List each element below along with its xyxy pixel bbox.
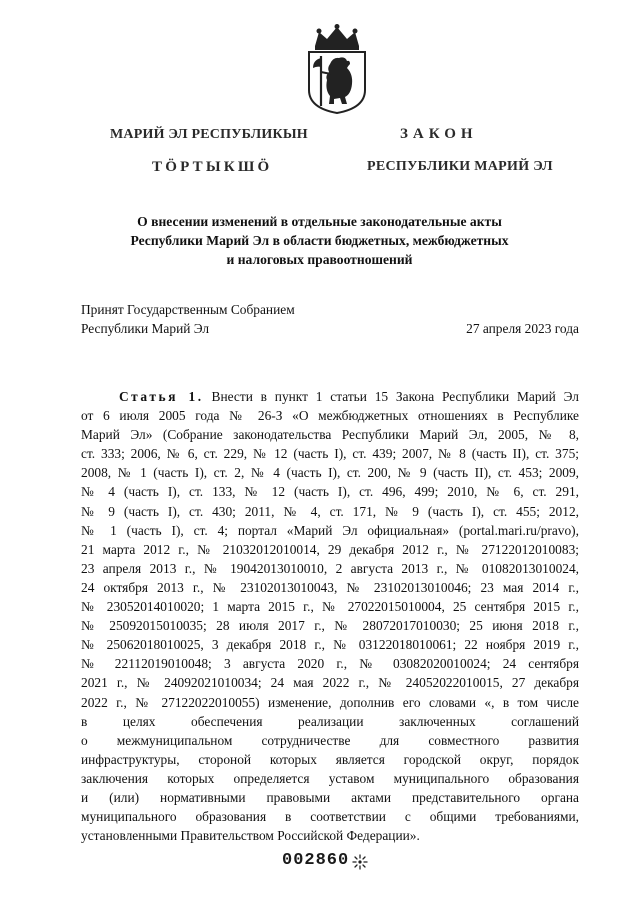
article-line: 2022 г., № 27122022010055) изменение, дополнив его словами «, в том числе <box>81 694 579 710</box>
article-line: инфраструктуры, стороной которых является городской округ, порядок <box>81 751 579 767</box>
article-line: 23 апреля 2013 г., № 19042013010010, 2 августа 2013 г., № 01082013010024, <box>81 560 579 576</box>
adopted-by-line1: Принят Государственным Собранием <box>81 302 295 317</box>
article-line: № 23052014010020; 1 марта 2015 г., № 27022015010004, 25 сентября 2015 г., <box>81 599 579 615</box>
adopted-by-line2: Республики Марий Эл <box>81 321 210 336</box>
article-line: установленными Правительством Российской Федерации». <box>81 828 420 844</box>
article-line: № 25062018010025, 3 декабря 2018 г., № 03122018010061; 22 ноября 2019 г., <box>81 637 579 653</box>
title-line: О внесении изменений в отдельные законодательные акты <box>137 214 502 229</box>
coat-of-arms-icon <box>303 24 371 114</box>
article-line: от 6 июля 2005 года № 26-З «О межбюджетных отношениях в Республике <box>81 408 579 424</box>
article-line: в целях обеспечения реализации заключенных соглашений <box>81 713 579 729</box>
article-line: Марий Эл» (Собрание законодательства Республики Марий Эл, 2005, № 8, <box>81 427 579 443</box>
header-republic-mari: МАРИЙ ЭЛ РЕСПУБЛИКЫН <box>110 127 308 142</box>
article-line: 2021 г., № 24092021010034; 24 мая 2022 г., № 24052022010015, 27 декабря <box>81 675 579 691</box>
article-line: о межмуниципальном сотрудничестве для совместного развития <box>81 732 579 748</box>
article-line: заключения которых определяется уставом муниципального образования <box>81 770 579 786</box>
header-republic-russian: РЕСПУБЛИКИ МАРИЙ ЭЛ <box>367 159 553 174</box>
article-label: Статья 1. <box>119 389 204 404</box>
article-first-line-text: Внести в пункт 1 статьи 15 Закона Республики Марий Эл <box>211 389 579 404</box>
article-line: ст. 333; 2006, № 6, ст. 229, № 12 (часть I), ст. 439; 2007, № 8 (часть II), ст. 375; <box>81 446 579 462</box>
article-line: 24 октября 2013 г., № 23102013010043, № 23102013010046; 23 мая 2014 г., <box>81 579 579 595</box>
article-line: № 22112019010048; 3 августа 2020 г., № 03082020010024; 24 сентября <box>81 656 579 672</box>
title-line: и налоговых правоотношений <box>226 252 413 267</box>
article-line: 2008, № 1 (часть I), ст. 2, № 4 (часть I), ст. 200, № 9 (часть II), ст. 453; 2009, <box>81 465 579 481</box>
title-line: Республики Марий Эл в области бюджетных, межбюджетных <box>130 233 509 248</box>
article-first-line <box>81 387 579 406</box>
header-tortykshe: ТӦРТЫКШӦ <box>152 159 273 175</box>
header-law: ЗАКОН <box>400 126 478 142</box>
serial-number: 002860 <box>282 851 350 870</box>
article-line: № 4 (часть I), ст. 133, № 12 (часть I), ст. 496, 499; 2010, № 6, ст. 291, <box>81 484 579 500</box>
article-1-text <box>81 387 579 845</box>
article-line: муниципального образования в соответствии с общими требованиями, <box>81 809 579 825</box>
article-line: 21 марта 2012 г., № 21032012010014, 29 декабря 2012 г., № 27122012010083; <box>81 541 579 557</box>
law-title <box>60 212 579 269</box>
adoption-date: 27 апреля 2023 года <box>466 321 579 336</box>
article-line: № 1 (часть I), ст. 4; портал «Марий Эл официальная» (portal.mari.ru/pravo), <box>81 522 579 538</box>
article-line: № 9 (часть I), ст. 430; 2011, № 4, ст. 171, № 9 (часть I), ст. 455; 2012, <box>81 503 579 519</box>
article-line: № 25092015010035; 28 июля 2017 г., № 28072017010030; 25 июня 2018 г., <box>81 618 579 634</box>
article-line: и (или) нормативными правовыми актами представительного органа <box>81 789 579 805</box>
adoption-block <box>81 300 579 338</box>
snowflake-icon <box>352 854 368 870</box>
